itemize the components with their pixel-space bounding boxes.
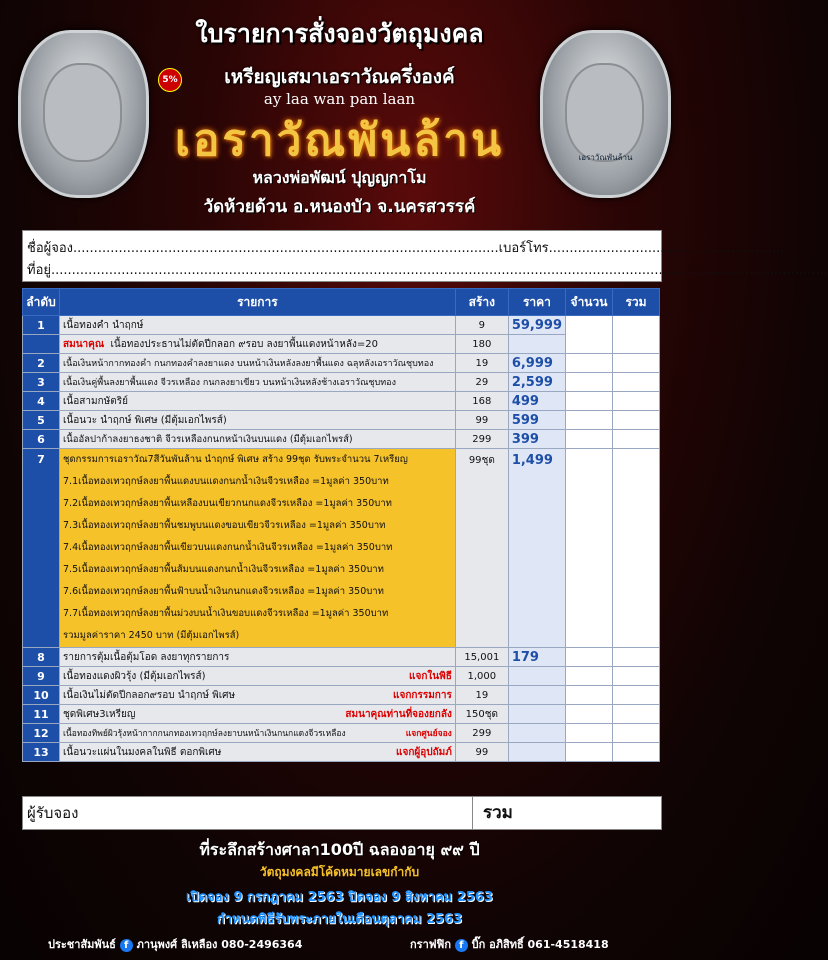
row-item: เนื้อทองคำ นำฤกษ์: [60, 316, 456, 335]
contact-left-text: ภานุพงศ์ ลิเหลือง 080-2496364: [136, 938, 303, 951]
grand-total-field[interactable]: รวม: [483, 803, 513, 823]
set-line: 7.1เนื้อทองเทวฤกษ์ลงยาพื้นแดงบนแดงกนกน้ำเงินจีวรเหลือง =1มูลค่า 350บาท: [63, 476, 389, 487]
qty-input[interactable]: [566, 430, 613, 449]
row-number: 8: [23, 648, 60, 667]
total-input[interactable]: [613, 316, 660, 354]
table-row: [23, 335, 660, 354]
footer-line-1: ที่ระลึกสร้างศาลา100ปี ฉลองอายุ ๙๙ ปี: [199, 840, 480, 859]
table-row: [23, 705, 660, 724]
col-total: รวม: [613, 289, 660, 316]
total-input[interactable]: [613, 667, 660, 686]
table-row: [23, 724, 660, 743]
customer-info-box: [22, 230, 828, 282]
row-price: [508, 724, 565, 743]
table-row: [23, 411, 660, 430]
table-row: [23, 354, 660, 373]
contact-right: [410, 935, 609, 953]
row-item: [60, 335, 456, 354]
facebook-icon: f: [455, 939, 468, 952]
table-row: [23, 648, 660, 667]
row-price: 499: [508, 392, 565, 411]
row-build: 99: [455, 743, 508, 762]
total-input[interactable]: [613, 449, 660, 648]
row-build: 299: [455, 724, 508, 743]
item-text: เนื้อทองแดงผิวรุ้ง (มีตุ้มเอกไพรส์): [63, 670, 206, 682]
qty-input[interactable]: [566, 667, 613, 686]
table-row: [23, 667, 660, 686]
row-build: 168: [455, 392, 508, 411]
qty-input[interactable]: [566, 373, 613, 392]
total-input[interactable]: [613, 743, 660, 762]
row-number: 3: [23, 373, 60, 392]
row-item: [60, 724, 456, 743]
header: [0, 0, 679, 225]
qty-input[interactable]: [566, 316, 613, 354]
set-line: ชุดกรรมการเอราวัณ7สีวันพันล้าน นำฤกษ์ พิเศษ สร้าง 99ชุด รับพระจำนวน 7เหรียญ: [63, 454, 408, 465]
row-item: เนื้อเงินหน้ากากทองคำ กนกทองคำลงยาแดง บนหน้าเงินหลังลงยาพื้นแดง ฉลุหลังเอราวัณชุบทอง: [60, 354, 456, 373]
row-price: [508, 705, 565, 724]
row-number: 7: [23, 449, 60, 648]
row-price: [508, 743, 565, 762]
amulet-name: เอราวัณพันล้าน: [174, 115, 505, 166]
row-number: 4: [23, 392, 60, 411]
qty-input[interactable]: [566, 743, 613, 762]
table-header-row: [23, 289, 660, 316]
total-input[interactable]: [613, 392, 660, 411]
row-build: 29: [455, 373, 508, 392]
row-number: [23, 335, 60, 354]
total-input[interactable]: [613, 686, 660, 705]
row-price: 2,599: [508, 373, 565, 392]
total-input[interactable]: [613, 724, 660, 743]
page-title: ใบรายการสั่งจองวัตถุมงคล: [195, 19, 484, 48]
qty-input[interactable]: [566, 392, 613, 411]
discount-badge: 5%: [158, 68, 182, 92]
row-price: 6,999: [508, 354, 565, 373]
col-qty: จำนวน: [566, 289, 613, 316]
set-line: รวมมูลค่าราคา 2450 บาท (มีตุ้มเอกไพรส์): [63, 630, 240, 641]
footer-line-4: กำหนดพิธีรับพระภายในเดือนตุลาคม 2563: [216, 912, 463, 927]
set-line: 7.7เนื้อทองเทวฤกษ์ลงยาพื้นม่วงบนน้ำเงินขอบแดงจีวรเหลือง =1มูลค่า 350บาท: [63, 608, 389, 619]
row-number: 5: [23, 411, 60, 430]
row-build: 150ชุด: [455, 705, 508, 724]
row-price: 399: [508, 430, 565, 449]
table-row: [23, 743, 660, 762]
row-number: 12: [23, 724, 60, 743]
row-item: [60, 705, 456, 724]
receiver-field[interactable]: ผู้รับจอง: [23, 797, 473, 829]
set-line: 7.6เนื้อทองเทวฤกษ์ลงยาพื้นฟ้าบนน้ำเงินกนกแดงจีวรเหลือง =1มูลค่า 350บาท: [63, 586, 384, 597]
qty-input[interactable]: [566, 354, 613, 373]
row-build: 180: [455, 335, 508, 354]
row-build: 99: [455, 411, 508, 430]
table-row: [23, 392, 660, 411]
total-input[interactable]: [613, 430, 660, 449]
temple-name: วัดห้วยด้วน อ.หนองบัว จ.นครสวรรค์: [203, 197, 476, 217]
row-build: 1,000: [455, 667, 508, 686]
row-note: แจกกรรมการ: [393, 689, 452, 701]
row-note: แจกศูนย์จอง: [405, 729, 452, 739]
row-price: 179: [508, 648, 565, 667]
total-input[interactable]: [613, 354, 660, 373]
row-note: แจกในพิธี: [409, 670, 452, 682]
romanized-name: ay laa wan pan laan: [263, 90, 416, 108]
row-number: 10: [23, 686, 60, 705]
table-row: [23, 430, 660, 449]
row-item: [60, 667, 456, 686]
table-row: [23, 316, 660, 335]
set-line: 7.5เนื้อทองเทวฤกษ์ลงยาพื้นส้มบนแดงกนกน้ำเงินจีวรเหลือง =1มูลค่า 350บาท: [63, 564, 384, 575]
row-build: 99ชุด: [455, 449, 508, 648]
bonus-label: สมนาคุณ: [63, 338, 105, 350]
table-row-set-7: [23, 449, 660, 648]
row-number: 9: [23, 667, 60, 686]
right-medal-text: เอราวัณพันล้าน: [578, 153, 633, 162]
row-price: [508, 686, 565, 705]
page-subtitle: เหรียญเสมาเอราวัณครึ่งองค์: [224, 66, 455, 88]
row-number: 13: [23, 743, 60, 762]
col-price: ราคา: [508, 289, 565, 316]
row-item: เนื้อนวะ นำฤกษ์ พิเศษ (มีตุ้มเอกไพรส์): [60, 411, 456, 430]
row-item: เนื้อเงินคู่พื้นลงยาพื้นแดง จีวรเหลือง กนกลงยาเขียว บนหน้าเงินหลังช้างเอราวัณชุบทอง: [60, 373, 456, 392]
facebook-icon: f: [120, 939, 133, 952]
row-price: 599: [508, 411, 565, 430]
row-price: 59,999: [508, 316, 565, 335]
col-no: ลำดับ: [23, 289, 60, 316]
item-text: เนื้อนวะแผ่นในมงคลในพิธี ตอกพิเศษ: [63, 746, 222, 758]
table-row: [23, 686, 660, 705]
set-line: 7.2เนื้อทองเทวฤกษ์ลงยาพื้นเหลืองบนเขียวกนกแดงจีวรเหลือง =1มูลค่า 350บาท: [63, 498, 392, 509]
item-text: เนื้อทองทิพย์ผิวรุ้งหน้ากากกนกทองเทวฤกษ์ลงยาบนหน้าเงินกนกแดงจีวรเหลือง: [63, 729, 346, 739]
item-text: เนื้อเงินไม่ตัดปีกลอก๙รอบ นำฤกษ์ พิเศษ: [63, 689, 236, 701]
qty-input[interactable]: [566, 705, 613, 724]
order-table: [22, 288, 660, 762]
table-row: [23, 373, 660, 392]
row-number: 11: [23, 705, 60, 724]
row-item: [60, 743, 456, 762]
contact-left: [48, 935, 302, 953]
qty-input[interactable]: [566, 686, 613, 705]
row-item: เนื้ออัลปาก้าลงยาธงชาติ จีวรเหลืองกนกหน้าเงินบนแดง (มีตุ้มเอกไพรส์): [60, 430, 456, 449]
row-number: 1: [23, 316, 60, 335]
address-field[interactable]: ที่อยู่............................................................................................................................................................................................: [27, 263, 828, 278]
contact-right-label: กราฟฟิก: [410, 938, 451, 951]
row-item: เนื้อสามกษัตริย์: [60, 392, 456, 411]
receiver-total-box: [22, 796, 662, 830]
col-item: รายการ: [60, 289, 456, 316]
row-item-committee-set: [60, 449, 456, 648]
monk-name: หลวงพ่อพัฒน์ ปุญญกาโม: [252, 168, 427, 187]
row-number: 2: [23, 354, 60, 373]
total-input[interactable]: [613, 411, 660, 430]
footer-line-3: เปิดจอง 9 กรกฎาคม 2563 ปิดจอง 9 สิงหาคม 2563: [186, 890, 493, 905]
row-build: 19: [455, 686, 508, 705]
row-note: แจกผู้อุปถัมภ์: [396, 746, 452, 758]
total-input[interactable]: [613, 648, 660, 667]
set-line: 7.4เนื้อทองเทวฤกษ์ลงยาพื้นเขียวบนแดงกนกน้ำเงินจีวรเหลือง =1มูลค่า 350บาท: [63, 542, 393, 553]
qty-input[interactable]: [566, 411, 613, 430]
row-item: [60, 686, 456, 705]
row-number: 6: [23, 430, 60, 449]
name-phone-field[interactable]: ชื่อผู้จอง.......................................................................................................เบอร์โทร.........................................................: [27, 241, 785, 256]
contact-right-text: บิ๊ก อภิสิทธิ์ 061-4518418: [471, 938, 609, 951]
item-text: ชุดพิเศษ3เหรียญ: [63, 708, 136, 720]
row-build: 299: [455, 430, 508, 449]
row-note: สมนาคุณท่านที่จองยกลัง: [345, 708, 452, 720]
set-line: 7.3เนื้อทองเทวฤกษ์ลงยาพื้นชมพูบนแดงขอบเขียวจีวรเหลือง =1มูลค่า 350บาท: [63, 520, 386, 531]
qty-input[interactable]: [566, 648, 613, 667]
row-build: 15,001: [455, 648, 508, 667]
row-item: รายการตุ้มเนื้อตุ้มโอด ลงยาทุกรายการ: [60, 648, 456, 667]
row-price: [508, 667, 565, 686]
total-input[interactable]: [613, 705, 660, 724]
col-build: สร้าง: [455, 289, 508, 316]
row-build: 19: [455, 354, 508, 373]
footer-line-2: วัตถุมงคลมีโค้ดหมายเลขกำกับ: [259, 865, 420, 879]
qty-input[interactable]: [566, 449, 613, 648]
qty-input[interactable]: [566, 724, 613, 743]
bonus-item-text: เนื้อทองประธานไม่ตัดปีกลอก ๙รอบ ลงยาพื้นแดงหน้าหลัง=20: [110, 338, 378, 350]
row-price: 1,499: [508, 449, 565, 648]
row-price: [508, 335, 565, 354]
total-input[interactable]: [613, 373, 660, 392]
row-build: 9: [455, 316, 508, 335]
contact-left-label: ประชาสัมพันธ์: [48, 938, 116, 951]
